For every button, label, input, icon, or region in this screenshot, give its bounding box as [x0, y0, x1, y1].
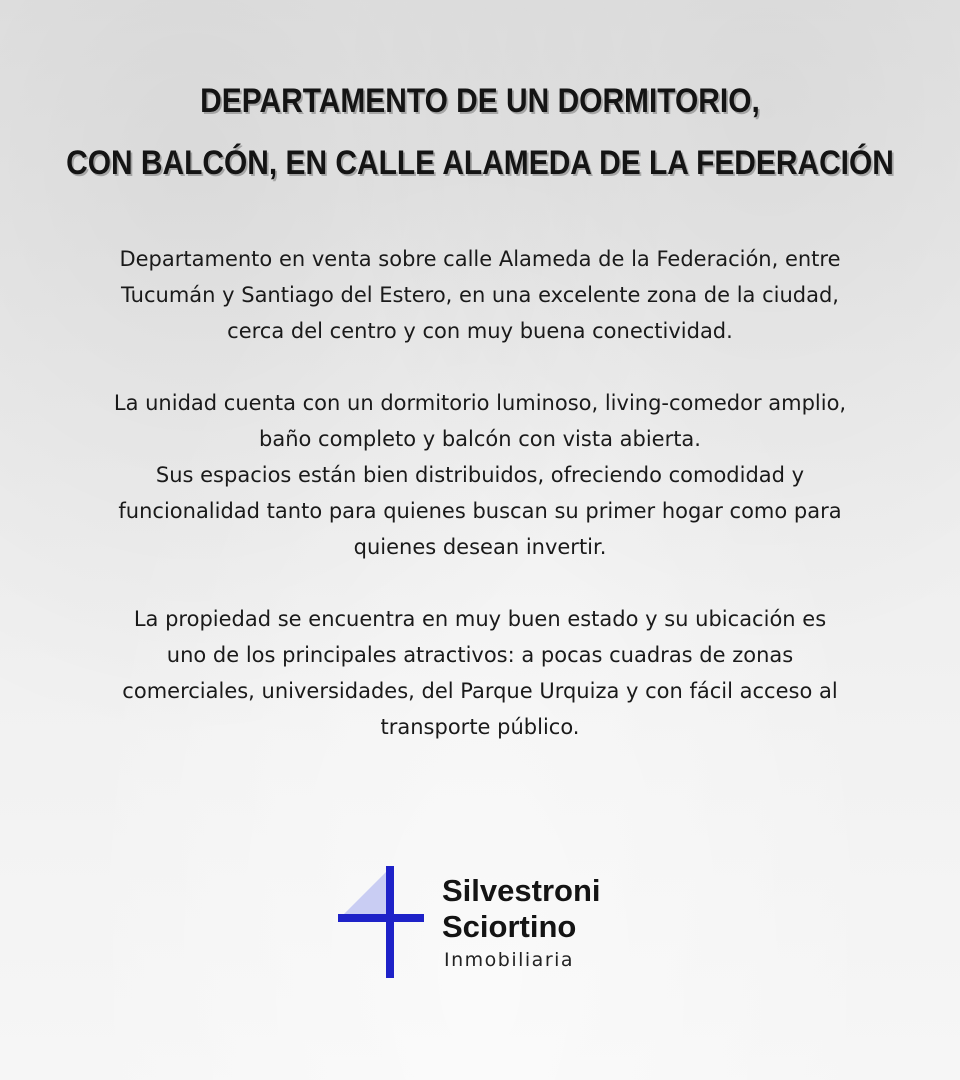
text-line: quienes desean invertir. [353, 535, 607, 559]
title-line-2: CON BALCÓN, EN CALLE ALAMEDA DE LA FEDERACIÓN [66, 144, 894, 182]
brand-logo [336, 864, 636, 980]
text-line: Sus espacios están bien distribuidos, ofreciendo comodidad y [155, 463, 805, 487]
text-line: comerciales, universidades, del Parque Urquiza y con fácil acceso al [122, 679, 838, 703]
text-line: uno de los principales atractivos: a pocas cuadras de zonas [166, 643, 794, 667]
paragraph-location [40, 241, 920, 349]
logo-horizontal-bar [338, 914, 424, 922]
paragraph-unit [40, 385, 920, 565]
cross-logo-icon [336, 864, 436, 980]
text-line: Departamento en venta sobre calle Alameda de la Federación, entre [119, 247, 841, 271]
listing-description [40, 241, 920, 745]
brand-name-line-2: Sciortino [442, 909, 577, 944]
text-line: La propiedad se encuentra en muy buen estado y su ubicación es [133, 607, 827, 631]
listing-title [58, 70, 903, 194]
brand-name-line-1: Silvestroni [442, 873, 601, 908]
paragraph-condition [40, 601, 920, 745]
text-line: transporte público. [380, 715, 580, 739]
logo-light-triangle [344, 868, 390, 914]
paragraph-gap [40, 349, 920, 385]
paragraph-gap [40, 565, 920, 601]
title-line-1: DEPARTAMENTO DE UN DORMITORIO, [200, 82, 760, 120]
brand-tagline: Inmobiliaria [444, 949, 575, 971]
text-line: La unidad cuenta con un dormitorio luminoso, living-comedor amplio, [113, 391, 847, 415]
text-line: baño completo y balcón con vista abierta. [259, 427, 701, 451]
text-line: funcionalidad tanto para quienes buscan su primer hogar como para [118, 499, 842, 523]
text-line: Tucumán y Santiago del Estero, en una excelente zona de la ciudad, [121, 283, 839, 307]
text-line: cerca del centro y con muy buena conectividad. [227, 319, 733, 343]
